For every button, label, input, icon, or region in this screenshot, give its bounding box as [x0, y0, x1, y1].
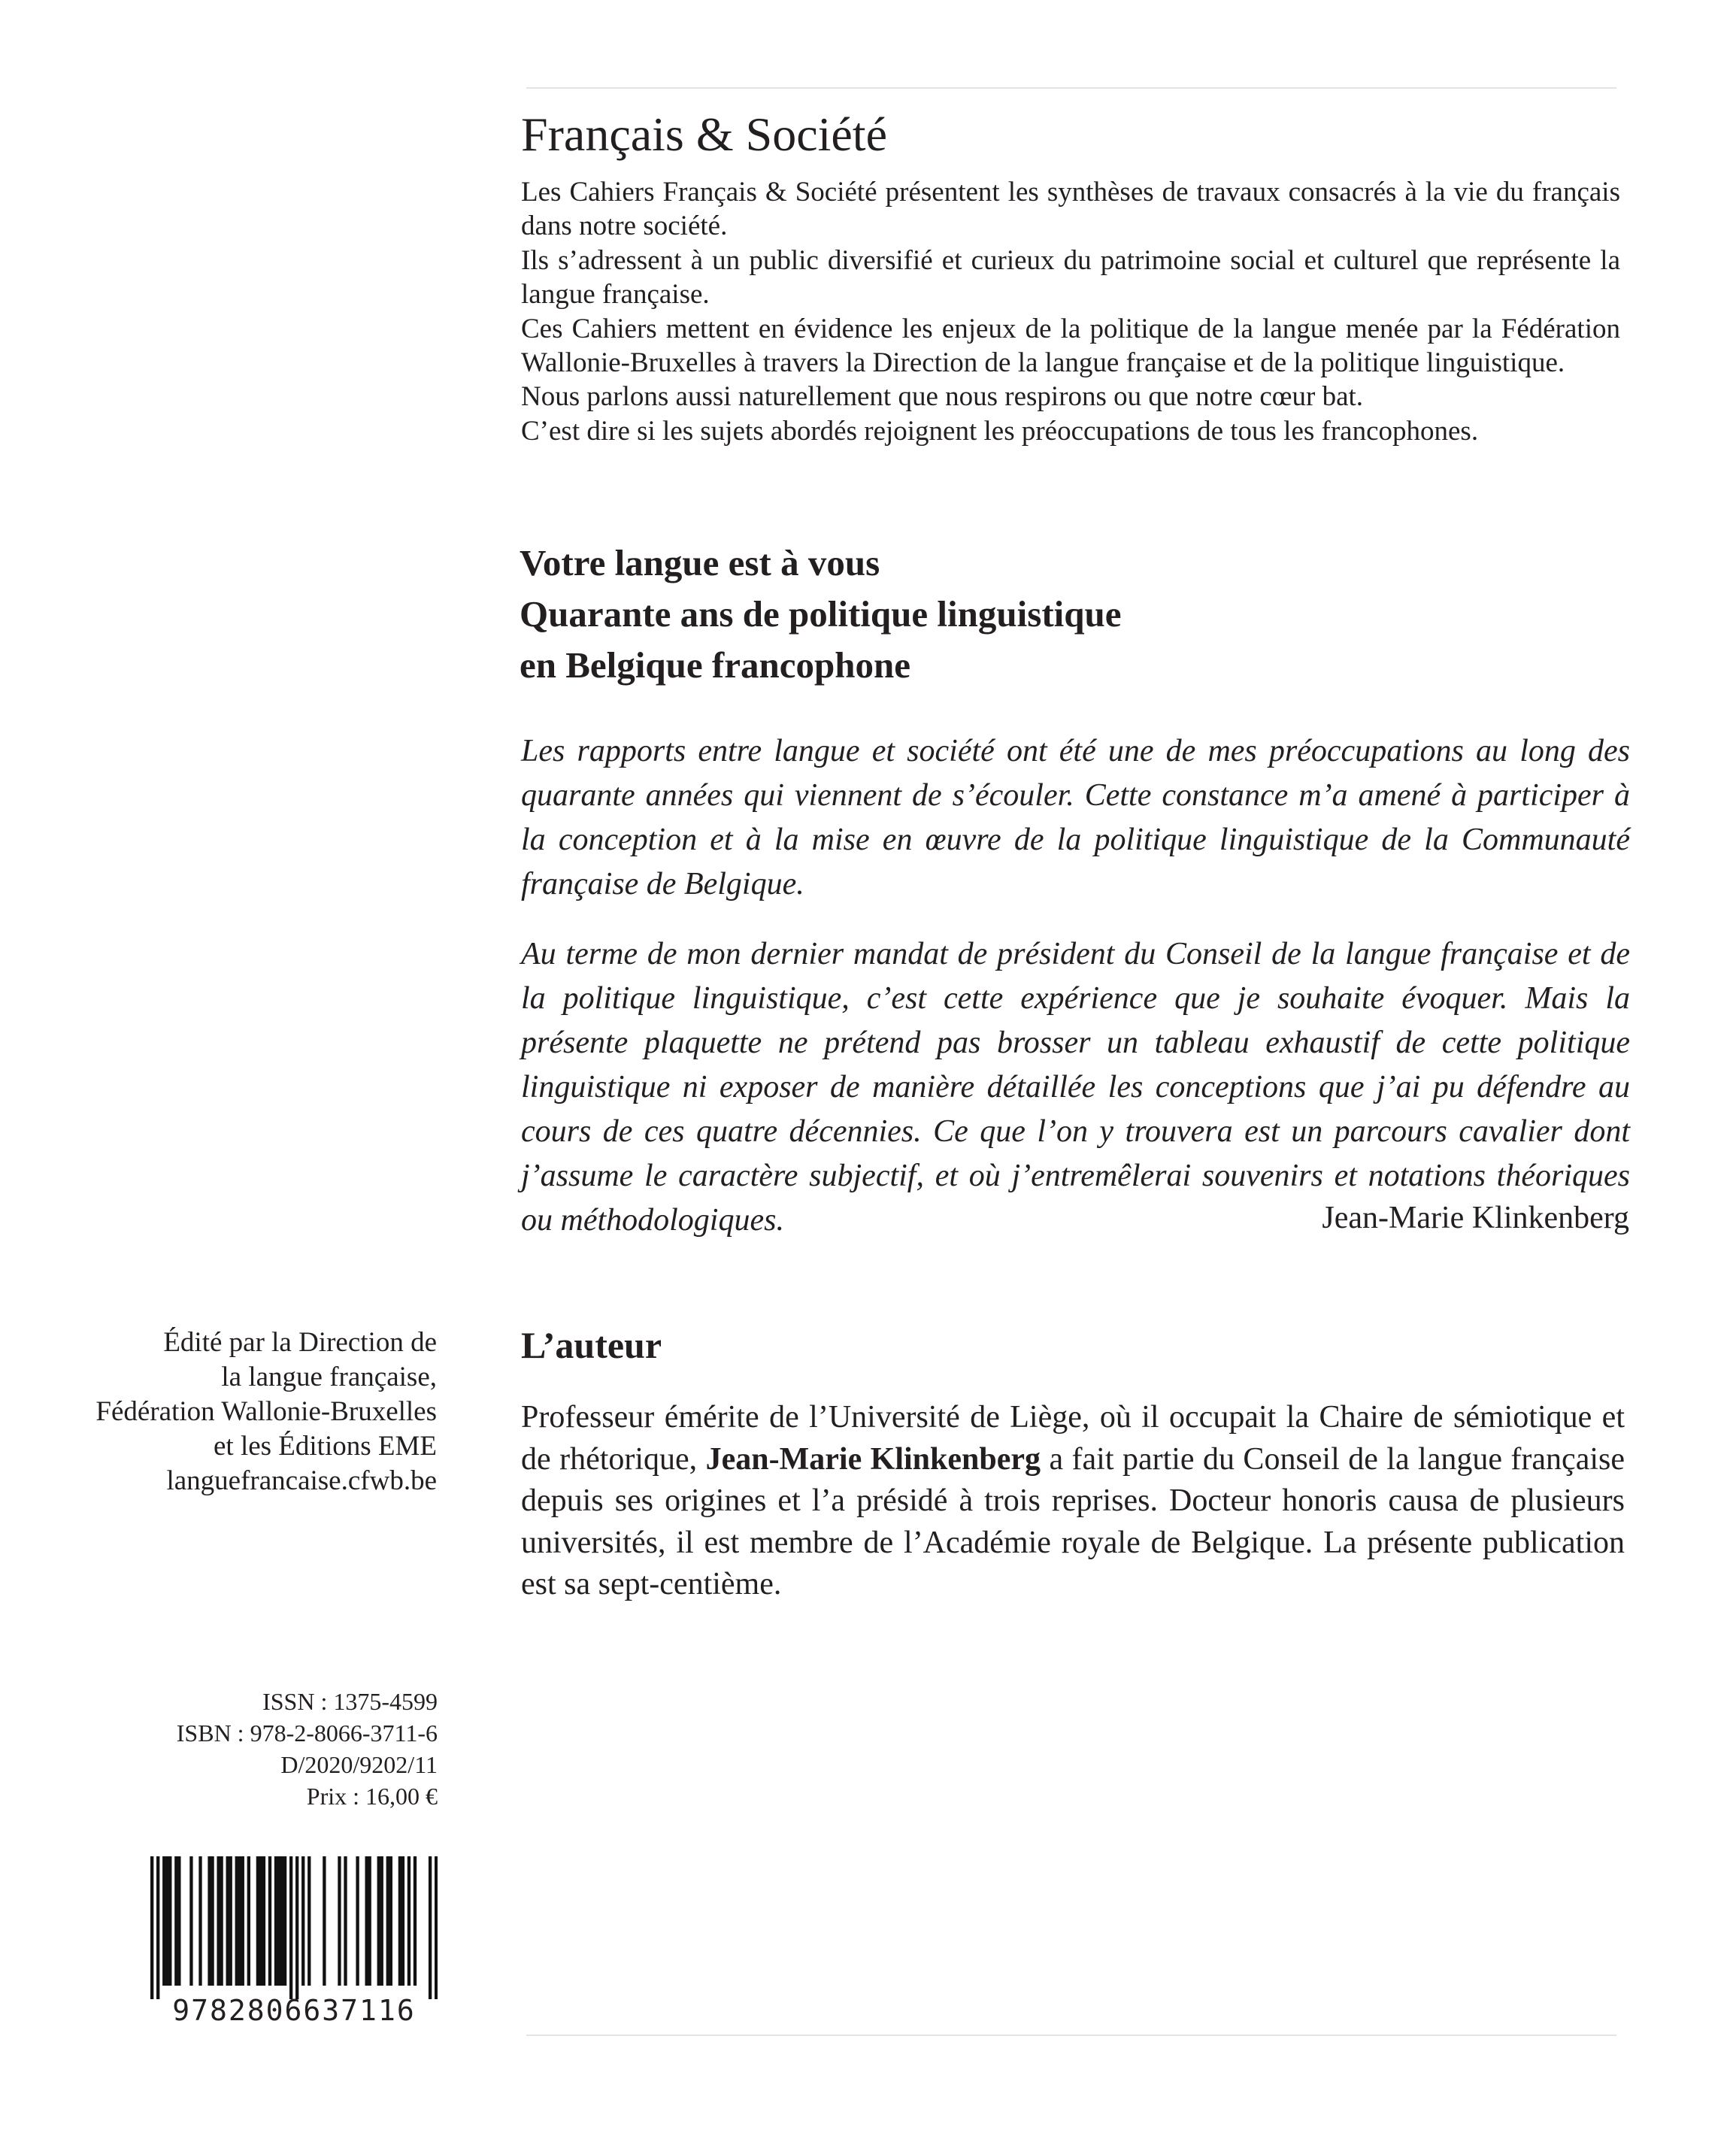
barcode-bar [241, 1856, 244, 1986]
publisher-line: Fédération Wallonie-Bruxelles [95, 1396, 437, 1427]
series-paragraph: Ils s’adressent à un public diversifié et curieux du patrimoine social et culturel que représente la langue française. [521, 244, 1620, 311]
barcode-bar [165, 1856, 168, 1986]
barcode-bar [220, 1856, 223, 1986]
quote-signature: Jean-Marie Klinkenberg [1322, 1201, 1629, 1235]
barcode-bar [277, 1856, 280, 1986]
barcode-bar [308, 1856, 311, 1986]
barcode-bar [365, 1856, 368, 1986]
barcode-bar [295, 1856, 298, 1999]
barcode-bar [259, 1856, 262, 1986]
barcode-bar [301, 1856, 304, 1986]
barcode-bar [344, 1856, 347, 1986]
barcode-bar [377, 1856, 380, 1986]
barcode-bar [414, 1856, 417, 1986]
barcode [150, 1856, 438, 1999]
author-bio [521, 1397, 1625, 1606]
publisher-info [95, 1326, 437, 1498]
barcode-bar [174, 1856, 177, 1986]
publisher-website: languefrancaise.cfwb.be [166, 1465, 437, 1496]
series-title: Français & Société [521, 108, 887, 161]
barcode-bar [268, 1856, 271, 1986]
barcode-bar [226, 1856, 229, 1986]
book-subtitle-line: en Belgique francophone [520, 644, 910, 686]
barcode-bar [198, 1856, 201, 1986]
legal-deposit: D/2020/9202/11 [280, 1751, 438, 1778]
barcode-bar [280, 1856, 283, 1986]
book-title-line: Votre langue est à vous [520, 542, 880, 583]
legal-info [177, 1686, 438, 1812]
barcode-digits: 9782806637116 [172, 1994, 416, 2027]
barcode-bars [150, 1856, 438, 1999]
barcode-bar [211, 1856, 214, 1986]
barcode-bar [380, 1856, 383, 1986]
author-quote [521, 729, 1630, 1243]
quote-paragraph: Les rapports entre langue et société ont été une de mes préoccupations au long des quarante années qui viennent de s’écouler. Cette constance m’a amené à participer à la conception et à la mise en œuvre de la politique linguistique de la Communauté française de Belgique. [521, 734, 1630, 901]
barcode-bar [156, 1856, 159, 1999]
series-paragraph: Nous parlons aussi naturellement que nous respirons ou que notre cœur bat. [521, 381, 1364, 413]
barcode-bar [177, 1856, 180, 1986]
quote-paragraph: Au terme de mon dernier mandat de président du Conseil de la langue française et de la politique linguistique, c’est cette expérience que je souhaite évoquer. Mais la présente plaquette ne prétend pas brosser un tableau exhaustif de cette politique linguistique ni exposer de manière détaillée les conceptions que j’ai pu défendre au cours de ces quatre décennies. Ce que l’on y trouvera est un parcours cavalier dont j’assume le caractère subjectif, et où j’entremêlerai souvenirs et notations théoriques ou méthodologiques. [521, 937, 1630, 1238]
book-subtitle-line: Quarante ans de politique linguistique [520, 593, 1122, 635]
barcode-bar [274, 1856, 277, 1986]
publisher-line: et les Éditions EME [214, 1431, 437, 1462]
barcode-bar [168, 1856, 171, 1986]
barcode-bar [338, 1856, 341, 1986]
barcode-bar [256, 1856, 259, 1986]
barcode-bar [398, 1856, 401, 1986]
isbn: ISBN : 978-2-8066-3711-6 [176, 1719, 438, 1747]
barcode-bar [435, 1856, 438, 1999]
barcode-bar [283, 1856, 286, 1986]
barcode-bar [389, 1856, 392, 1986]
price: Prix : 16,00 € [306, 1783, 438, 1810]
barcode-bar [150, 1856, 153, 1999]
issn: ISSN : 1375-4599 [262, 1688, 438, 1715]
barcode-bar [235, 1856, 238, 1986]
barcode-bar [289, 1856, 292, 1999]
barcode-bar [401, 1856, 404, 1986]
top-divider [526, 87, 1616, 89]
publisher-line: la langue française, [221, 1362, 437, 1392]
barcode-bar [162, 1856, 165, 1986]
barcode-bar [229, 1856, 232, 1986]
barcode-bar [247, 1856, 250, 1986]
author-heading: L’auteur [521, 1324, 662, 1366]
author-bio-text: a fait partie du Conseil de la langue française depuis ses origines et l’a présidé à trois reprises. Docteur honoris causa de plusieurs universités, il est membre de l’Académie royale de Belgique. La présente publication est sa sept-centième. [521, 1441, 1625, 1601]
publisher-line: Édité par la Direction de [163, 1327, 437, 1358]
barcode-bar [323, 1856, 326, 1986]
barcode-bar [189, 1856, 192, 1986]
barcode-bar [407, 1856, 411, 1986]
author-bio-text: Professeur émérite de l’Université de Liège, où il occupait la Chaire de sémiotique et de rhétorique, [521, 1400, 1625, 1477]
barcode-bar [238, 1856, 241, 1986]
book-title [520, 538, 1122, 691]
bottom-divider [526, 2035, 1616, 2036]
barcode-bar [217, 1856, 220, 1986]
barcode-bar [356, 1856, 359, 1986]
barcode-bar [262, 1856, 265, 1986]
barcode-bar [429, 1856, 432, 1999]
series-paragraph: Ces Cahiers mettent en évidence les enjeux de la politique de la langue menée par la Fédération Wallonie-Bruxelles à travers la Direction de la langue française et de la politique linguistique. [521, 313, 1620, 379]
author-name: Jean-Marie Klinkenberg [705, 1441, 1041, 1477]
series-paragraph: C’est dire si les sujets abordés rejoignent les préoccupations de tous les francophones. [521, 415, 1479, 447]
series-description [521, 175, 1620, 448]
barcode-bar [208, 1856, 211, 1986]
barcode-bar [368, 1856, 371, 1986]
series-paragraph: Les Cahiers Français & Société présentent les synthèses de travaux consacrés à la vie du français dans notre société. [521, 177, 1620, 242]
barcode-bar [386, 1856, 389, 1986]
